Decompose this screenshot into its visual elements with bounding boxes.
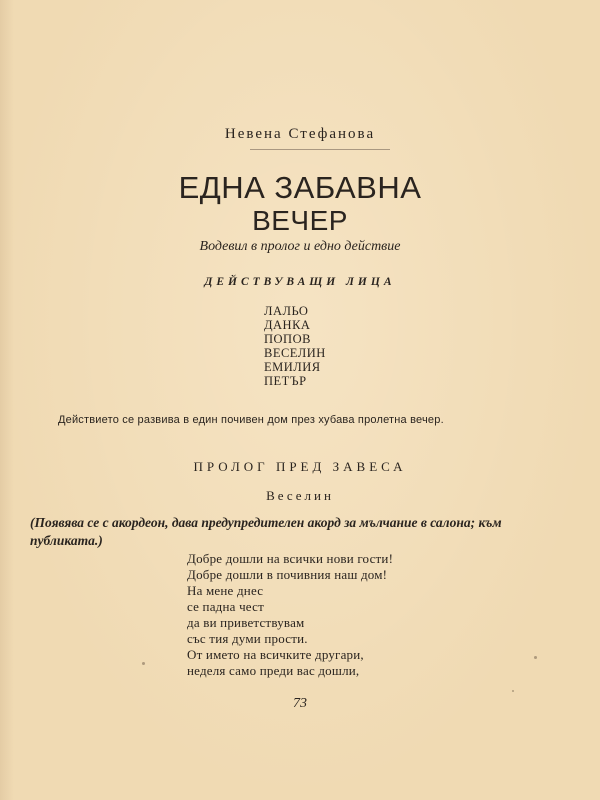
verse-line: На мене днес <box>187 583 264 598</box>
paper-speck <box>512 690 514 692</box>
verse-line: От името на всичките другари, <box>187 647 364 662</box>
prologue-heading: ПРОЛОГ ПРЕД ЗАВЕСА <box>193 459 407 474</box>
paper-speck <box>534 656 537 659</box>
page-number: 73 <box>293 696 307 711</box>
cast-member: ВЕСЕЛИН <box>264 346 326 360</box>
cast-heading: ДЕЙСТВУВАЩИ ЛИЦА <box>204 276 396 288</box>
play-title-line-2: ВЕЧЕР <box>252 205 348 236</box>
cast-member: ЕМИЛИЯ <box>264 360 321 374</box>
cast-member: ЛАЛЬО <box>264 304 309 318</box>
cast-list <box>264 304 424 388</box>
setting-description: Действието се развива в един почивен дом през хубава пролетна вечер. <box>58 414 444 426</box>
author-underline <box>250 149 390 150</box>
verse-line: да ви приветствувам <box>187 615 305 630</box>
play-title-line-1: ЕДНА ЗАБАВНА <box>178 170 422 205</box>
paper-speck <box>142 662 145 665</box>
author-name: Невена Стефанова <box>224 126 376 142</box>
verse-line: Добре дошли на всички нови гости! <box>187 551 394 566</box>
speaker-name: Веселин <box>266 488 334 503</box>
verse-line: неделя само преди вас дошли, <box>187 663 360 678</box>
cast-member: ПЕТЪР <box>264 374 307 388</box>
stage-direction: (Появява се с акордеон, дава предупредителен акорд за мълчание в салона; към публиката.) <box>30 515 502 548</box>
verse-line: Добре дошли в почивния наш дом! <box>187 567 388 582</box>
verse-block <box>187 551 517 679</box>
verse-line: със тия думи прости. <box>187 631 308 646</box>
play-subtitle: Водевил в пролог и едно действие <box>199 239 401 254</box>
verse-line: се падна чест <box>187 599 264 614</box>
cast-member: ПОПОВ <box>264 332 311 346</box>
cast-member: ДАНКА <box>264 318 311 332</box>
